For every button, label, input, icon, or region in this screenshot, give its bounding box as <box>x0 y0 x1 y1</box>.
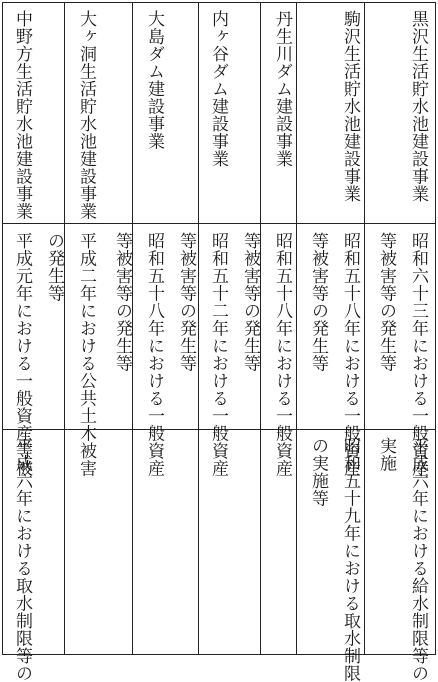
reason-line-1: 昭和五十八年における一般資産 <box>144 232 164 477</box>
later-line-1: 平成六年における給水制限等の <box>408 437 428 682</box>
border-bottom <box>2 654 436 655</box>
reason-line-2: 等被害等の発生等 <box>376 232 396 372</box>
reason-line-1: 平成元年における一般資産等被 <box>12 232 32 477</box>
later-line-2: の実施等 <box>308 437 328 507</box>
reason-line-2: 等被害等の発生等 <box>176 232 196 372</box>
project-name: 中野方生活貯水池建設事業 <box>12 10 32 220</box>
project-name: 大ヶ洞生活貯水池建設事業 <box>76 10 96 220</box>
later-line-2: 実施 <box>376 437 396 472</box>
project-name: 駒沢生活貯水池建設事業 <box>340 10 360 203</box>
project-name: 丹生川ダム建設事業 <box>272 10 292 168</box>
border-right <box>435 2 436 655</box>
reason-line-1: 昭和六十三年における一般資産 <box>408 232 428 477</box>
reason-line-2: 等被害等の発生等 <box>240 232 260 372</box>
border-top <box>2 2 436 3</box>
section-divider-1 <box>2 223 436 224</box>
reason-line-2: 等被害等の発生等 <box>308 232 328 372</box>
reason-line-2: の発生等 <box>44 232 64 302</box>
project-divider <box>64 2 65 655</box>
border-left <box>2 2 3 655</box>
project-name: 黒沢生活貯水池建設事業 <box>408 10 428 203</box>
reason-line-1: 昭和五十八年における一般資産 <box>340 232 360 477</box>
project-name: 内ヶ谷ダム建設事業 <box>208 10 228 168</box>
reason-line-1: 昭和五十二年における一般資産 <box>208 232 228 477</box>
project-name: 大島ダム建設事業 <box>144 10 164 150</box>
later-line-1: 昭和五十九年における取水制限 <box>340 437 360 682</box>
later-line-1: 平成六年における取水制限等の <box>12 437 32 682</box>
reason-line-2: 等被害等の発生等 <box>112 232 132 372</box>
reason-line-1: 平成二年における公共土木被害 <box>76 232 96 477</box>
reason-line-1: 昭和五十八年における一般資産 <box>272 232 292 477</box>
